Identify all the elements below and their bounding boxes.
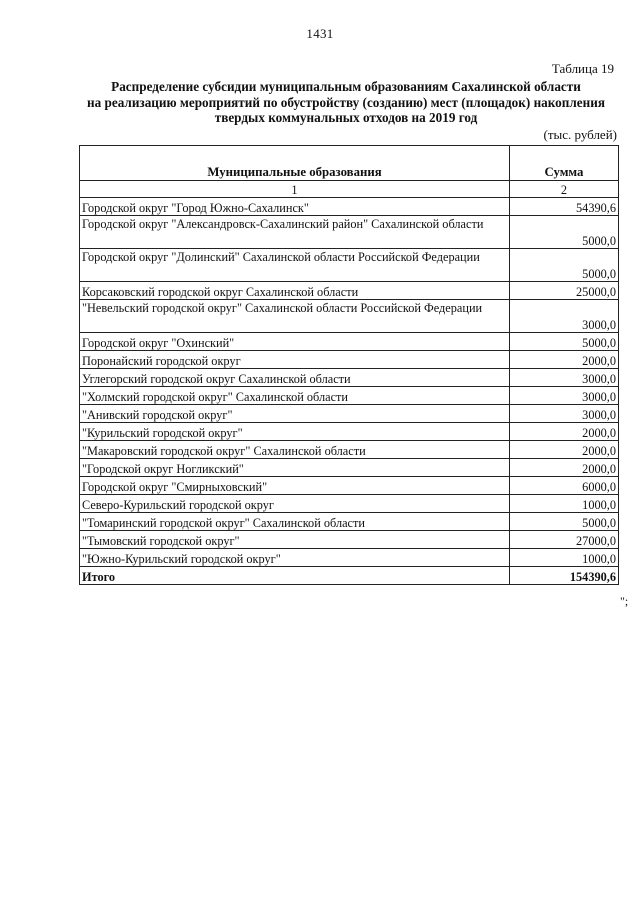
total-row xyxy=(80,567,619,585)
municipality-name: Углегорский городской округ Сахалинской области xyxy=(80,369,510,387)
total-sum: 154390,6 xyxy=(510,567,619,585)
subsidy-sum: 25000,0 xyxy=(510,282,619,300)
table-reference: Таблица 19 xyxy=(551,61,614,76)
municipality-name: "Южно-Курильский городской округ" xyxy=(80,549,510,567)
table-row xyxy=(80,369,619,387)
table-row xyxy=(80,441,619,459)
table-row xyxy=(80,333,619,351)
subsidy-sum: 5000,0 xyxy=(510,333,619,351)
table-row xyxy=(80,351,619,369)
page-number: 1431 xyxy=(306,26,334,41)
subsidy-sum: 2000,0 xyxy=(510,441,619,459)
municipality-name: "Анивский городской округ" xyxy=(80,405,510,423)
table-row xyxy=(80,495,619,513)
header-sum: Сумма xyxy=(510,146,619,181)
municipality-name: "Томаринский городской округ" Сахалинской области xyxy=(80,513,510,531)
total-label: Итого xyxy=(80,567,510,585)
subsidy-sum: 1000,0 xyxy=(510,549,619,567)
subsidy-sum: 6000,0 xyxy=(510,477,619,495)
column-numbering-row xyxy=(80,181,619,198)
subsidy-sum: 5000,0 xyxy=(510,513,619,531)
table-row xyxy=(80,216,619,249)
title-line-3: твердых коммунальных отходов на 2019 год xyxy=(214,110,478,125)
municipality-name: Городской округ "Александровск-Сахалинский район" Сахалинской области xyxy=(80,216,510,249)
document-title xyxy=(76,79,616,126)
subsidy-sum: 5000,0 xyxy=(510,249,619,282)
municipality-name: Поронайский городской округ xyxy=(80,351,510,369)
table-row xyxy=(80,477,619,495)
table-row xyxy=(80,198,619,216)
table-row xyxy=(80,282,619,300)
municipality-name: "Тымовский городской округ" xyxy=(80,531,510,549)
municipality-name: Северо-Курильский городской округ xyxy=(80,495,510,513)
column-number-1: 1 xyxy=(80,181,510,198)
table-row xyxy=(80,459,619,477)
municipality-name: Городской округ "Город Южно-Сахалинск" xyxy=(80,198,510,216)
subsidy-sum: 27000,0 xyxy=(510,531,619,549)
table-row xyxy=(80,513,619,531)
unit-note: (тыс. рублей) xyxy=(543,127,617,142)
subsidy-table xyxy=(79,145,619,585)
table-row xyxy=(80,423,619,441)
table-row xyxy=(80,549,619,567)
subsidy-sum: 3000,0 xyxy=(510,405,619,423)
subsidy-sum: 3000,0 xyxy=(510,387,619,405)
municipality-name: Городской округ "Долинский" Сахалинской области Российской Федерации xyxy=(80,249,510,282)
closing-quote-suffix: "; xyxy=(620,594,629,608)
table-row xyxy=(80,405,619,423)
table-row xyxy=(80,249,619,282)
subsidy-sum: 2000,0 xyxy=(510,423,619,441)
subsidy-sum: 3000,0 xyxy=(510,300,619,333)
municipality-name: "Холмский городской округ" Сахалинской области xyxy=(80,387,510,405)
municipality-name: Корсаковский городской округ Сахалинской области xyxy=(80,282,510,300)
title-line-1: Распределение субсидии муниципальным образованиям Сахалинской области xyxy=(111,79,581,94)
table-row xyxy=(80,387,619,405)
table-row xyxy=(80,300,619,333)
municipality-name: "Курильский городской округ" xyxy=(80,423,510,441)
table-header-row xyxy=(80,146,619,181)
column-number-2: 2 xyxy=(510,181,619,198)
title-line-2: на реализацию мероприятий по обустройству (созданию) мест (площадок) накопления xyxy=(87,94,605,110)
municipality-name: "Невельский городской округ" Сахалинской области Российской Федерации xyxy=(80,300,510,333)
municipality-name: Городской округ "Смирныховский" xyxy=(80,477,510,495)
header-municipalities: Муниципальные образования xyxy=(80,146,510,181)
municipality-name: "Макаровский городской округ" Сахалинской области xyxy=(80,441,510,459)
municipality-name: Городской округ "Охинский" xyxy=(80,333,510,351)
table-row xyxy=(80,531,619,549)
subsidy-sum: 2000,0 xyxy=(510,459,619,477)
subsidy-sum: 3000,0 xyxy=(510,369,619,387)
subsidy-sum: 54390,6 xyxy=(510,198,619,216)
municipality-name: "Городской округ Ногликский" xyxy=(80,459,510,477)
subsidy-sum: 1000,0 xyxy=(510,495,619,513)
subsidy-sum: 2000,0 xyxy=(510,351,619,369)
subsidy-sum: 5000,0 xyxy=(510,216,619,249)
